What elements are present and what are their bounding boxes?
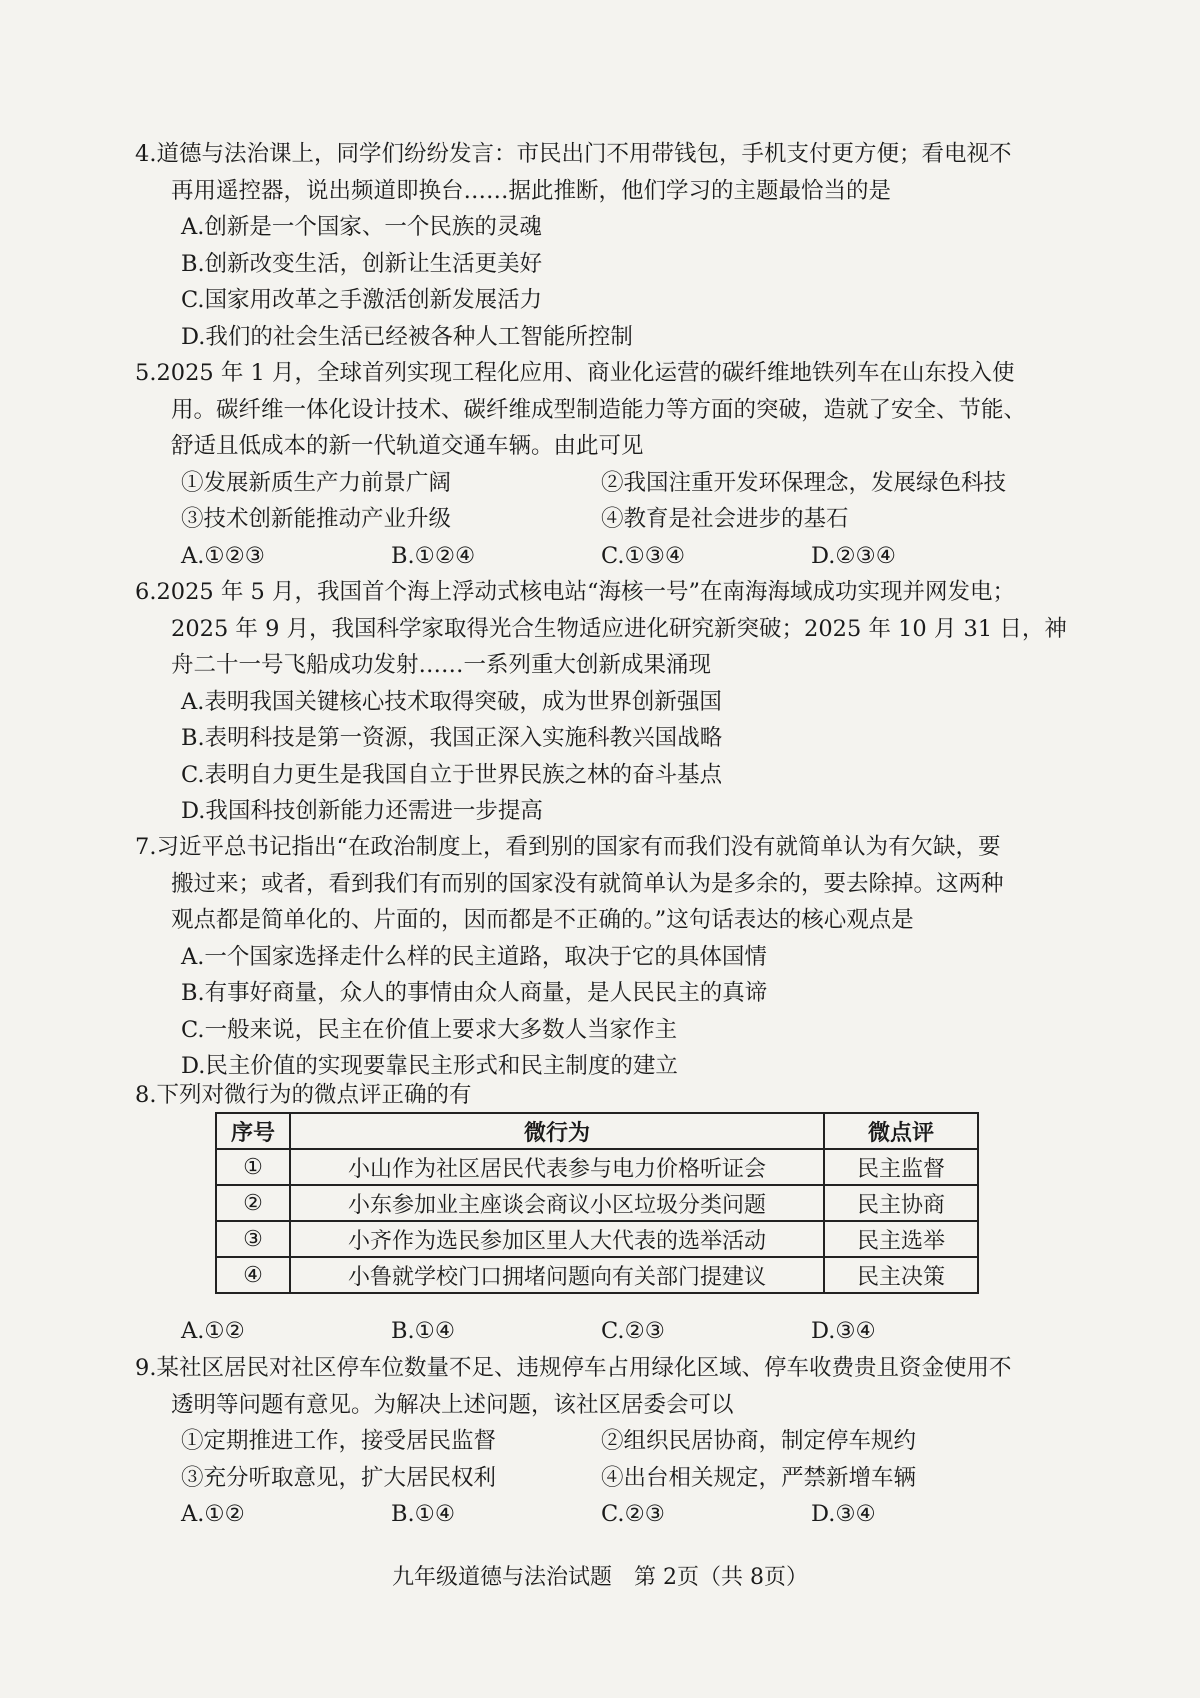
statement-row [135,465,1135,502]
question-stem-line: 用。碳纤维一体化设计技术、碳纤维成型制造能力等方面的突破，造就了安全、节能、 [171,396,1027,423]
table-row [216,1221,978,1257]
table-cell: 民主决策 [824,1257,978,1293]
statement-row [135,501,1135,538]
choice-b: B.①④ [391,1501,456,1527]
table-header-row [216,1113,978,1149]
table-header: 微点评 [824,1113,978,1149]
choice-d: D.③④ [811,1501,876,1527]
question-5 [135,355,1135,574]
table-cell: ① [216,1149,290,1185]
choice-c: C.②③ [601,1318,665,1344]
question-stem-line: 8.下列对微行为的微点评正确的有 [135,1082,472,1108]
choice-b: B.①②④ [391,542,476,569]
table-cell: 小鲁就学校门口拥堵问题向有关部门提建议 [290,1257,824,1293]
table-cell: ④ [216,1257,290,1293]
statement-1: ①定期推进工作，接受居民监督 [181,1428,497,1454]
question-stem-line: 7.习近平总书记指出“在政治制度上，看到别的国家有而我们没有就简单认为有欠缺，要 [135,834,1001,860]
question-stem-line: 9.某社区居民对社区停车位数量不足、违规停车占用绿化区域、停车收费贵且资金使用不 [135,1355,1012,1381]
table-cell: 民主监督 [824,1149,978,1185]
question-4 [135,136,1135,355]
question-stem-line: 舒适且低成本的新一代轨道交通车辆。由此可见 [171,433,644,459]
option-d: D.民主价值的实现要靠民主形式和民主制度的建立 [181,1053,678,1079]
choice-d: D.②③④ [811,542,896,569]
question-stem-line: 6.2025 年 5 月，我国首个海上浮动式核电站“海核一号”在南海海域成功实现并网发电； [135,579,1016,605]
statement-2: ②我国注重开发环保理念，发展绿色科技 [601,469,1007,496]
choice-a: A.①② [181,1501,245,1527]
question-stem-line: 再用遥控器，说出频道即换台……据此推断，他们学习的主题最恰当的是 [171,177,892,204]
option-c: C.一般来说，民主在价值上要求大多数人当家作主 [181,1016,678,1043]
table-cell: 民主选举 [824,1221,978,1257]
choice-d: D.③④ [811,1318,876,1344]
question-stem-line: 搬过来；或者，看到我们有而别的国家没有就简单认为是多余的，要去除掉。这两种 [171,870,1004,897]
statement-row [135,1423,1135,1460]
table-cell: 小东参加业主座谈会商议小区垃圾分类问题 [290,1185,824,1221]
statement-4: ④出台相关规定，严禁新增车辆 [601,1464,917,1491]
table-cell: ② [216,1185,290,1221]
question-6 [135,574,1135,830]
question-stem-line: 舟二十一号飞船成功发射……一系列重大创新成果涌现 [171,652,712,678]
question-7 [135,829,1135,1085]
table-row [216,1149,978,1185]
question-stem-line: 5.2025 年 1 月，全球首列实现工程化应用、商业化运营的碳纤维地铁列车在山东投入使 [135,360,1015,386]
option-c: C.国家用改革之手激活创新发展活力 [181,287,543,313]
statement-3: ③技术创新能推动产业升级 [181,506,452,532]
choice-c: C.①③④ [601,542,686,569]
question-8-choices [135,1313,1135,1350]
choice-row [135,1496,1135,1533]
table-header: 微行为 [290,1113,824,1149]
option-d: D.我国科技创新能力还需进一步提高 [181,798,543,824]
option-d: D.我们的社会生活已经被各种人工智能所控制 [181,323,633,350]
page-footer: 九年级道德与法治试题 第 2页（共 8页） [392,1565,808,1590]
statement-4: ④教育是社会进步的基石 [601,506,849,532]
choice-a: A.①②③ [181,542,265,569]
option-b: B.表明科技是第一资源，我国正深入实施科教兴国战略 [181,725,723,751]
table-cell: 小齐作为选民参加区里人大代表的选举活动 [290,1221,824,1257]
question-stem-line: 4.道德与法治课上，同学们纷纷发言：市民出门不用带钱包，手机支付更方便；看电视不 [135,141,1012,167]
statement-3: ③充分听取意见，扩大居民权利 [181,1464,497,1491]
statement-row [135,1460,1135,1497]
option-b: B.有事好商量，众人的事情由众人商量，是人民民主的真谛 [181,980,768,1006]
choice-b: B.①④ [391,1318,456,1344]
behavior-table [215,1112,979,1294]
choice-row [135,538,1135,575]
question-9 [135,1350,1135,1533]
option-a: A.创新是一个国家、一个民族的灵魂 [181,214,542,240]
statement-2: ②组织民居协商，制定停车规约 [601,1428,917,1454]
table-cell: ③ [216,1221,290,1257]
table-cell: 民主协商 [824,1185,978,1221]
option-a: A.一个国家选择走什么样的民主道路，取决于它的具体国情 [181,943,767,970]
question-8 [135,1077,1135,1114]
table-header: 序号 [216,1113,290,1149]
statement-1: ①发展新质生产力前景广阔 [181,469,452,496]
table-row [216,1257,978,1293]
question-stem-line: 透明等问题有意见。为解决上述问题，该社区居委会可以 [171,1391,734,1418]
choice-row [135,1313,1135,1350]
table-row [216,1185,978,1221]
option-c: C.表明自力更生是我国自立于世界民族之林的奋斗基点 [181,761,723,788]
option-b: B.创新改变生活，创新让生活更美好 [181,250,543,277]
question-stem-line: 观点都是简单化的、片面的，因而都是不正确的。”这句话表达的核心观点是 [171,907,914,933]
question-stem-line: 2025 年 9 月，我国科学家取得光合生物适应进化研究新突破；2025 年 10 月 31 日，神 [171,615,1067,642]
choice-a: A.①② [181,1318,245,1344]
table-cell: 小山作为社区居民代表参与电力价格听证会 [290,1149,824,1185]
option-a: A.表明我国关键核心技术取得突破，成为世界创新强国 [181,688,722,715]
choice-c: C.②③ [601,1501,665,1527]
